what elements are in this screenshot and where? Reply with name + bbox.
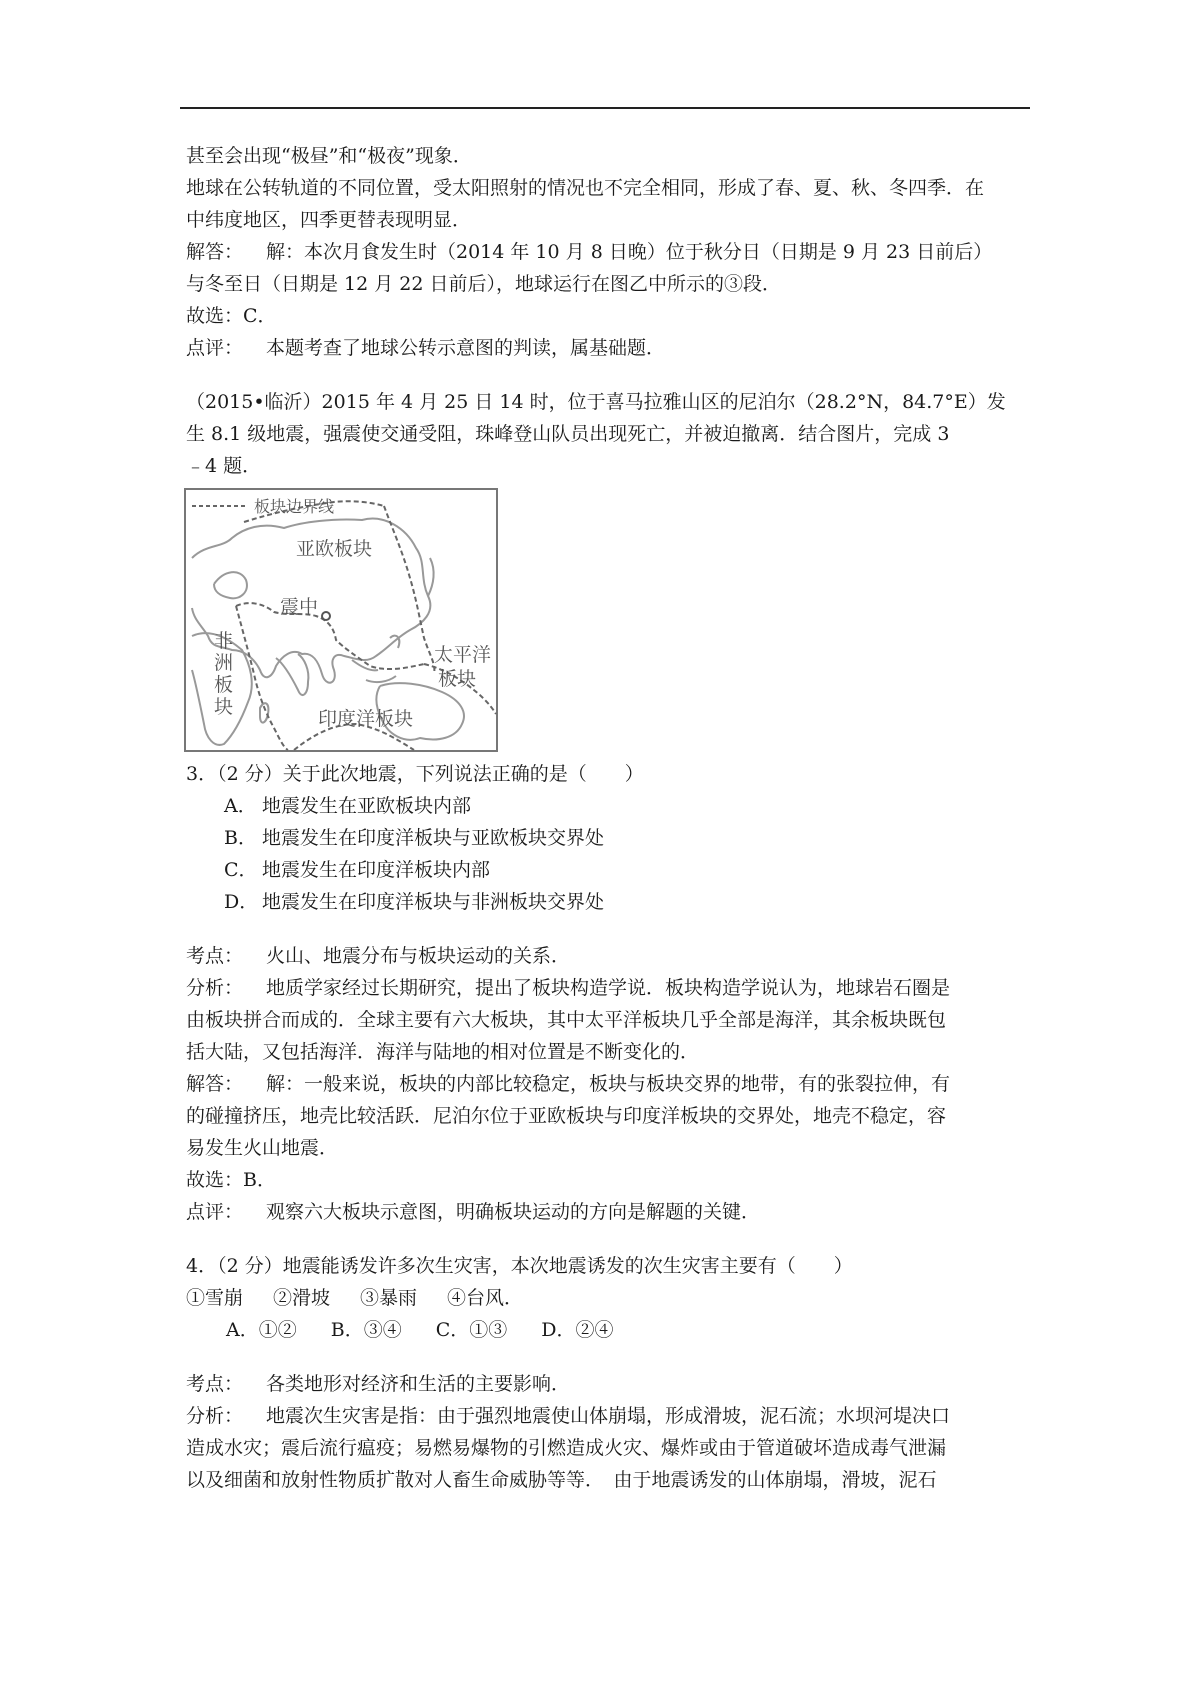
q3-analysis — [186, 972, 1036, 1004]
analysis-text: 以及细菌和放射性物质扩散对人畜生命威胁等等． 由于地震诱发的山体崩塌，滑坡，泥石 — [186, 1469, 937, 1491]
map-legend-label: 板块边界线 — [254, 497, 335, 516]
q4-option-a: A．①② — [226, 1319, 297, 1341]
q3-option-b: B． 地震发生在印度洋板块与亚欧板块交界处 — [224, 827, 605, 849]
q2-choice: 故选：C． — [186, 305, 277, 327]
comment-label: 点评： — [186, 1201, 244, 1223]
comment-label: 点评： — [186, 337, 244, 359]
q4-analysis — [186, 1400, 1036, 1432]
point-text: 各类地形对经济和生活的主要影响． — [266, 1373, 571, 1395]
q4-option-b: B．③④ — [330, 1319, 402, 1341]
intro-line: 地球在公转轨道的不同位置，受太阳照射的情况也不完全相同，形成了春、夏、秋、冬四季．在 — [186, 177, 985, 199]
point-text: 火山、地震分布与板块运动的关系． — [266, 945, 571, 967]
q3-answer — [186, 1068, 1036, 1100]
q2-comment — [186, 332, 1036, 364]
analysis-text: 由板块拼合而成的．全球主要有六大板块，其中太平洋板块几乎全部是海洋，其余板块既包 — [186, 1009, 947, 1031]
q3-stem: 3．（2 分）关于此次地震，下列说法正确的是（ ） — [186, 763, 644, 785]
analysis-text: 括大陆，又包括海洋．海洋与陆地的相对位置是不断变化的． — [186, 1041, 700, 1063]
plate-map-figure — [184, 488, 498, 752]
stem-line: （2015•临沂）2015 年 4 月 25 日 14 时，位于喜马拉雅山区的尼泊尔（28.2°N，84.7°E）发 — [186, 391, 1006, 413]
point-label: 考点： — [186, 945, 244, 967]
answer-text: 的碰撞挤压，地壳比较活跃．尼泊尔位于亚欧板块与印度洋板块的交界处，地壳不稳定，容 — [186, 1105, 947, 1127]
comment-text: 观察六大板块示意图，明确板块运动的方向是解题的关键． — [266, 1201, 761, 1223]
eurasian-plate-label: 亚欧板块 — [296, 538, 373, 560]
q4-option-d: D．②④ — [541, 1319, 614, 1341]
intro-line: 甚至会出现“极昼”和“极夜”现象． — [186, 145, 472, 167]
indian-plate-label: 印度洋板块 — [318, 708, 414, 730]
analysis-label: 分析： — [186, 977, 244, 999]
q4-item: ①雪崩 — [186, 1287, 244, 1309]
african-plate-label: 非 洲 板 块 — [214, 630, 234, 718]
stem-line: ﹣4 题． — [186, 455, 262, 477]
comment-text: 本题考查了地球公转示意图的判读，属基础题． — [266, 337, 666, 359]
q4-point — [186, 1368, 1036, 1400]
q3-option-d: D． 地震发生在印度洋板块与非洲板块交界处 — [224, 891, 605, 913]
epicenter-label: 震中 — [280, 596, 319, 618]
stem-line: 生 8.1 级地震，强震使交通受阻，珠峰登山队员出现死亡，并被迫撤离．结合图片，完成 3 — [186, 423, 950, 445]
document-page — [186, 140, 1036, 1496]
answer-text: 解：本次月食发生时（2014 年 10 月 8 日晚）位于秋分日（日期是 9 月 23 日前后） — [266, 241, 993, 263]
q2-answer — [186, 236, 1036, 268]
pacific-plate-label-1: 太平洋 — [434, 644, 492, 666]
q4-item: ④台风． — [447, 1287, 524, 1309]
answer-text: 与冬至日（日期是 12 月 22 日前后），地球运行在图乙中所示的③段． — [186, 273, 782, 295]
q4-options — [186, 1314, 1036, 1346]
q3-point — [186, 940, 1036, 972]
q4-stem: 4．（2 分）地震能诱发许多次生灾害，本次地震诱发的次生灾害主要有（ ） — [186, 1255, 853, 1277]
q3-comment — [186, 1196, 1036, 1228]
pacific-plate-label-2: 板块 — [438, 668, 477, 690]
header-rule — [180, 107, 1030, 109]
q4-item: ②滑坡 — [273, 1287, 331, 1309]
q4-item: ③暴雨 — [360, 1287, 418, 1309]
q4-items — [186, 1282, 1036, 1314]
q4-option-c: C．①③ — [435, 1319, 508, 1341]
point-label: 考点： — [186, 1373, 244, 1395]
answer-label: 解答： — [186, 241, 244, 263]
q3-option-a: A． 地震发生在亚欧板块内部 — [224, 795, 472, 817]
q3-option-c: C． 地震发生在印度洋板块内部 — [224, 859, 491, 881]
answer-text: 解：一般来说，板块的内部比较稳定，板块与板块交界的地带，有的张裂拉伸，有 — [266, 1073, 951, 1095]
answer-text: 易发生火山地震． — [186, 1137, 339, 1159]
answer-label: 解答： — [186, 1073, 244, 1095]
q3-choice: 故选：B． — [186, 1169, 276, 1191]
analysis-text: 地震次生灾害是指：由于强烈地震使山体崩塌，形成滑坡，泥石流；水坝河堤决口 — [266, 1405, 951, 1427]
analysis-text: 地质学家经过长期研究，提出了板块构造学说．板块构造学说认为，地球岩石圈是 — [266, 977, 951, 999]
analysis-text: 造成水灾；震后流行瘟疫；易燃易爆物的引燃造成火灾、爆炸或由于管道破坏造成毒气泄漏 — [186, 1437, 947, 1459]
analysis-label: 分析： — [186, 1405, 244, 1427]
intro-line: 中纬度地区，四季更替表现明显． — [186, 209, 472, 231]
